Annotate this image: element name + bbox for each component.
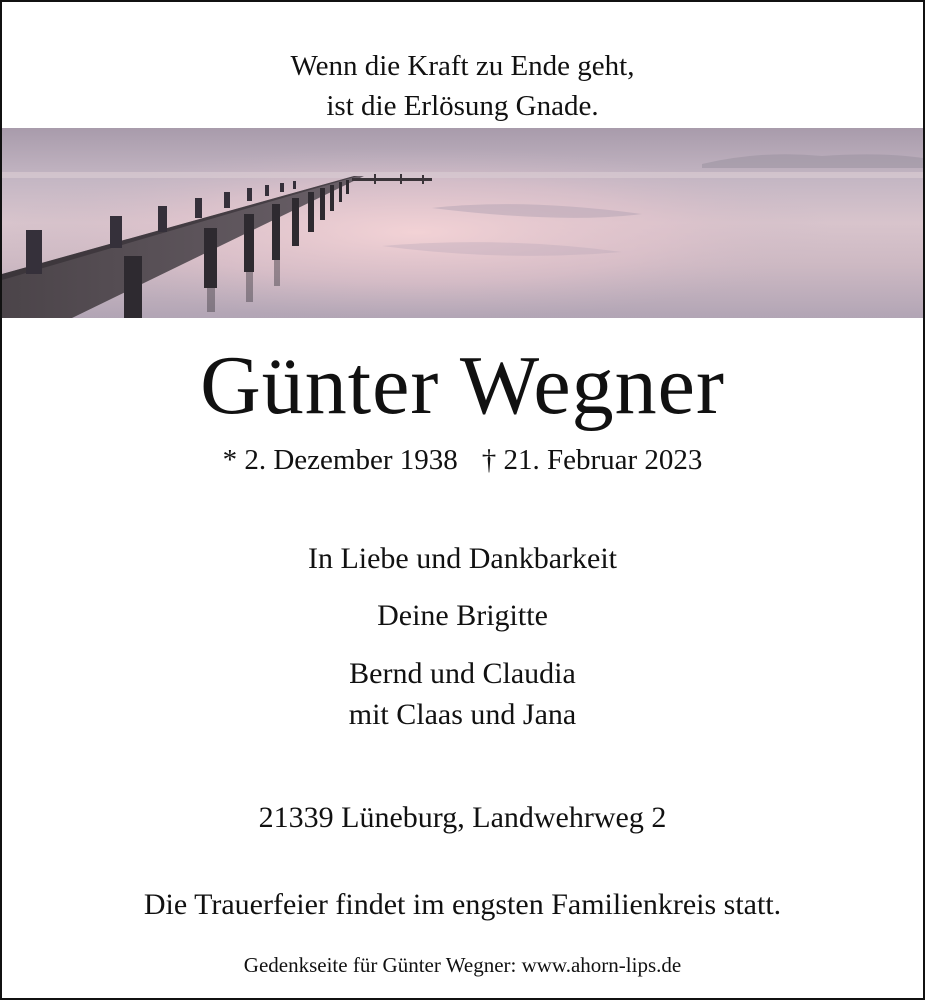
jetty-image (2, 128, 923, 318)
life-dates (2, 442, 923, 478)
mourner-children-line-1: Bernd und Claudia (349, 657, 576, 690)
death-date: † 21. Februar 2023 (481, 444, 703, 476)
memorial-page-link: Gedenkseite für Günter Wegner: www.ahorn-lips.de (243, 953, 682, 977)
jetty-photo (2, 128, 923, 318)
address: 21339 Lüneburg, Landwehrweg 2 (258, 801, 667, 834)
mourner-spouse: Deine Brigitte (377, 599, 548, 632)
birth-date: * 2. Dezember 1938 (222, 444, 458, 476)
quote-line-2: ist die Erlösung Gnade. (326, 90, 599, 122)
deceased-name: Günter Wegner (200, 339, 725, 432)
quote-line-1: Wenn die Kraft zu Ende geht, (290, 50, 635, 82)
mourners-intro: In Liebe und Dankbarkeit (307, 542, 618, 575)
quote (2, 46, 923, 126)
ceremony-note: Die Trauerfeier findet im engsten Familienkreis statt. (143, 888, 782, 921)
mourner-children-line-2: mit Claas und Jana (348, 698, 577, 731)
